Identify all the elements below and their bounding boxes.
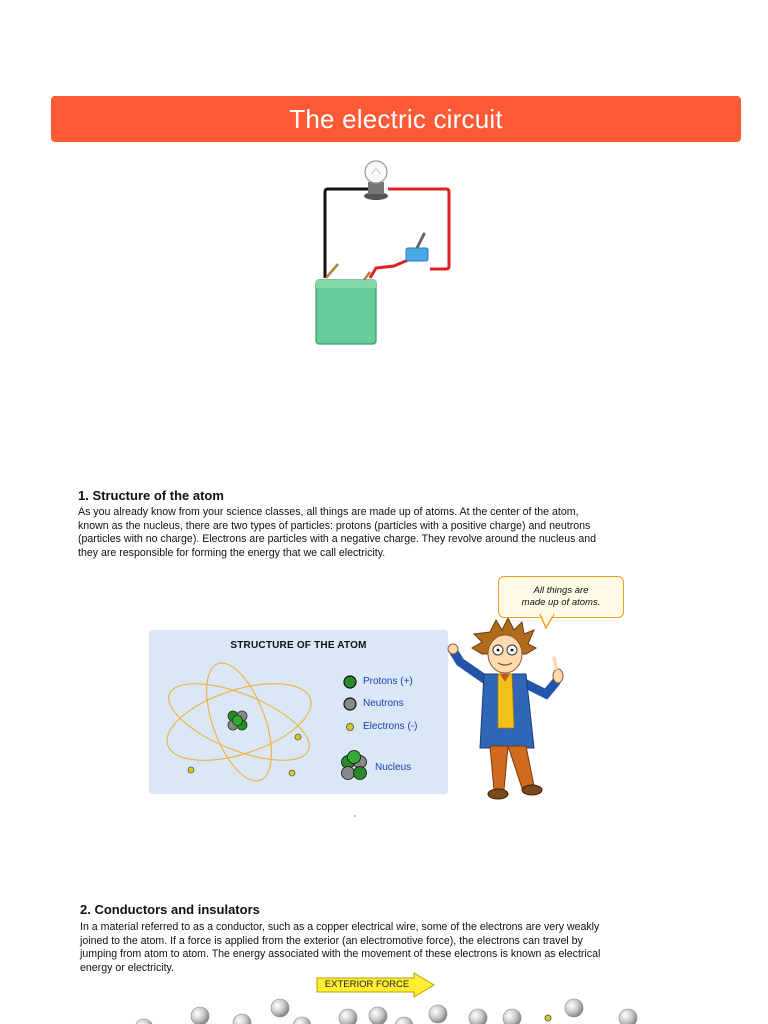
conductor-atom xyxy=(565,999,583,1017)
conductor-atoms-row xyxy=(120,996,680,1024)
speech-line-2: made up of atoms. xyxy=(521,597,601,608)
electron-icon xyxy=(347,724,354,731)
electron-icon xyxy=(295,734,301,740)
conductor-atom xyxy=(135,1019,153,1024)
circuit-illustration xyxy=(300,156,470,356)
electron-icon xyxy=(545,1015,551,1021)
conductor-atom xyxy=(191,1007,209,1024)
paragraph-line: energy or electricity. xyxy=(80,961,175,974)
legend-label-nucleus: Nucleus xyxy=(375,762,412,773)
paragraph-line: they are responsible for forming the energy that we call electricity. xyxy=(78,546,386,559)
speech-bubble xyxy=(498,576,624,618)
conductor-atom xyxy=(271,999,289,1017)
conductor-atom xyxy=(233,1014,251,1024)
proton-icon xyxy=(344,676,356,688)
bulb-icon xyxy=(364,161,388,200)
atom-nucleus-icon xyxy=(228,711,247,730)
diagram-title: STRUCTURE OF THE ATOM xyxy=(230,640,367,651)
title-bar xyxy=(51,96,741,142)
page-title: The electric circuit xyxy=(289,103,503,134)
switch-icon xyxy=(406,234,428,261)
positive-wire-lower xyxy=(370,260,408,278)
paragraph-line: jumping from atom to atom. The energy associated with the movement of these electrons is known as electrical xyxy=(80,948,601,961)
atom-structure-diagram xyxy=(149,630,448,794)
conductor-atom xyxy=(395,1017,413,1024)
legend-label-electrons: Electrons (-) xyxy=(363,721,418,732)
paragraph-line: joined to the atom. If a force is applied from the exterior (an electromotive force), the electrons can travel by xyxy=(80,934,583,947)
speech-line-1: All things are xyxy=(533,585,589,596)
paragraph-line: known as the nucleus, there are two types of particles: protons (particles with a positive charge) and neutrons xyxy=(78,519,591,532)
section-heading-conductors: 2. Conductors and insulators xyxy=(80,902,260,917)
conductor-atom xyxy=(503,1009,521,1024)
paragraph-line: In a material referred to as a conductor, such as a copper electrical wire, some of the electrons are very weakly xyxy=(80,921,600,933)
conductor-atom xyxy=(293,1017,311,1024)
conductor-atom xyxy=(369,1007,387,1024)
conductor-atom xyxy=(619,1009,637,1024)
scientist-character-illustration xyxy=(442,618,572,804)
conductor-atom xyxy=(429,1005,447,1023)
electron-icon xyxy=(188,767,194,773)
nucleus-icon xyxy=(342,751,367,780)
conductor-atom xyxy=(469,1009,487,1024)
negative-wire xyxy=(325,189,370,278)
electron-icon xyxy=(289,770,295,776)
exterior-force-label: EXTERIOR FORCE xyxy=(324,979,410,990)
legend-label-protons: Protons (+) xyxy=(363,676,413,687)
stray-mark xyxy=(354,815,356,817)
paragraph-line: As you already know from your science classes, all things are made up of atoms. At the center of the atom, xyxy=(78,506,579,518)
paragraph-line: (particles with no charge). Electrons are particles with a negative charge. They revolve around the nucleus and xyxy=(78,533,597,546)
section-heading-atom-structure: 1. Structure of the atom xyxy=(78,488,224,503)
conductor-atom xyxy=(339,1009,357,1024)
legend-label-neutrons: Neutrons xyxy=(363,698,404,709)
neutron-icon xyxy=(344,698,356,710)
